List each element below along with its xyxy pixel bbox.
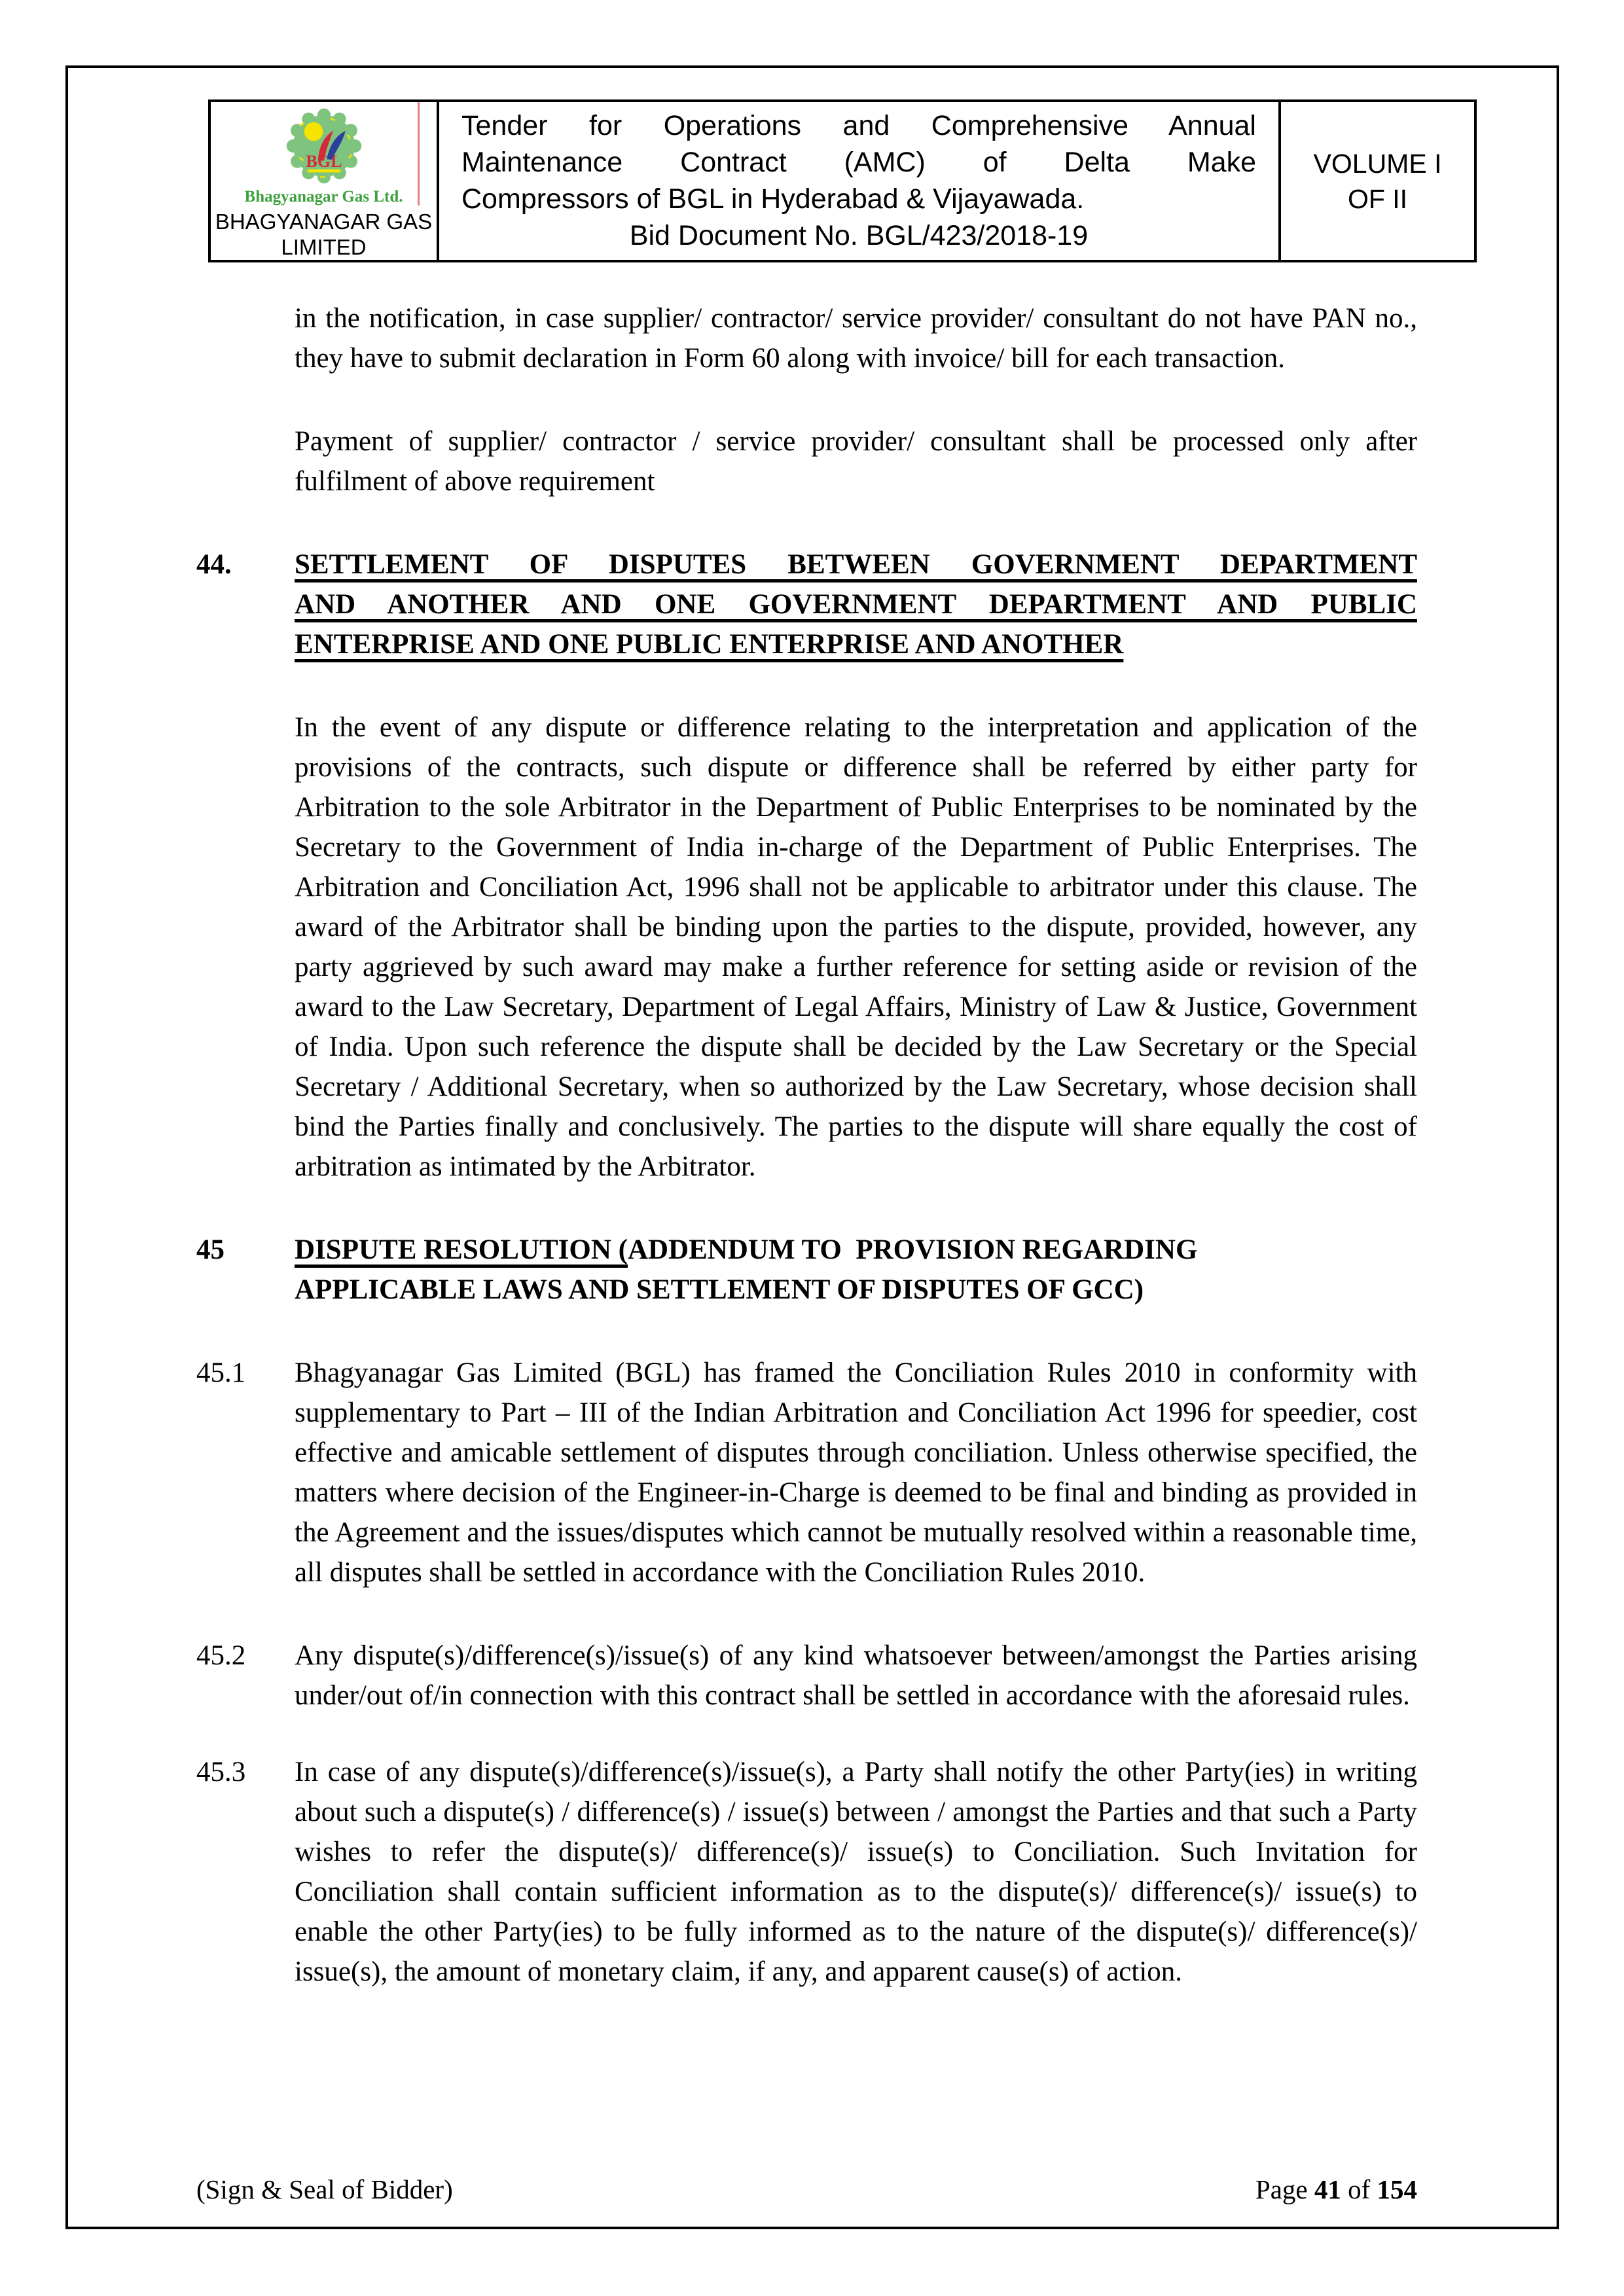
- logo-cell: [211, 102, 437, 260]
- heading-underlined-part: DISPUTE RESOLUTION (: [295, 1234, 628, 1265]
- logo-emblem-text: BGL: [305, 151, 342, 171]
- clause-number: 45.3: [196, 1757, 246, 1787]
- tender-title-line: Tender for Operations and Comprehensive Annual: [461, 110, 1256, 141]
- clause-45-3: [196, 1752, 1417, 1992]
- paragraph-text: Payment of supplier/ contractor / service provider/ consultant shall be processed only after fulfilment of above requirement: [295, 426, 1417, 497]
- page-total: 154: [1377, 2174, 1417, 2204]
- heading-line: SETTLEMENT OF DISPUTES BETWEEN GOVERNMENT DEPARTMENT: [295, 549, 1417, 580]
- page-indicator: [1255, 2174, 1417, 2204]
- volume-label: OF II: [1347, 183, 1408, 214]
- volume-cell: [1281, 102, 1474, 260]
- of-label: of: [1348, 2174, 1371, 2204]
- paragraph: [196, 422, 1417, 501]
- paragraph: [196, 298, 1417, 378]
- clause-number: 45.2: [196, 1640, 246, 1671]
- paragraph-text: In case of any dispute(s)/difference(s)/issue(s), a Party shall notify the other Party(ies) in writing about such a dispute(s) / difference(s) / issue(s) between / amongst the Parties and that such a Party wishes to refer the dispute(s)/ difference(s)/ issue(s) to Conciliation. Such Invitation for Conciliation shall contain sufficient information as to the dispute(s)/ difference(s)/ issue(s) to enable the other Party(ies) to be fully informed as to the nature of the dispute(s)/ difference(s)/ issue(s), the amount of monetary claim, if any, and apparent cause(s) of action.: [295, 1757, 1417, 1987]
- bid-document-number: Bid Document No. BGL/423/2018-19: [629, 220, 1089, 251]
- clause-45-1: [196, 1353, 1417, 1592]
- header-table: [208, 99, 1477, 262]
- heading-line: APPLICABLE LAWS AND SETTLEMENT OF DISPUTES OF GCC): [295, 1274, 1144, 1305]
- document-body: [68, 298, 1557, 1992]
- heading-line: ENTERPRISE AND ONE PUBLIC ENTERPRISE AND ANOTHER: [295, 629, 1124, 660]
- clause-number: 45.1: [196, 1357, 246, 1388]
- clause-number: 45: [196, 1234, 225, 1265]
- paragraph-text: In the event of any dispute or difference relating to the interpretation and application of the provisions of the contracts, such dispute or difference shall be referred by either party for Arbitration to the sole Arbitrator in the Department of Public Enterprises to be nominated by the Secretary to the Government of India in-charge of the Department of Public Enterprises. The Arbitration and Conciliation Act, 1996 shall not be applicable to arbitrator under this clause. The award of the Arbitrator shall be binding upon the parties to the dispute, provided, however, any party aggrieved by such award may make a further reference for setting aside or revision of the award to the Law Secretary, Department of Legal Affairs, Ministry of Law & Justice, Government of India. Upon such reference the dispute shall be decided by the Law Secretary or the Special Secretary / Additional Secretary, when so authorized by the Law Secretary, whose decision shall bind the Parties finally and conclusively. The parties to the dispute will share equally the cost of arbitration as intimated by the Arbitrator.: [295, 712, 1417, 1182]
- heading-line: ADDENDUM TO PROVISION REGARDING: [627, 1234, 1198, 1265]
- sign-seal-note: (Sign & Seal of Bidder): [196, 2174, 453, 2204]
- page-border: [65, 65, 1559, 2229]
- paragraph-text: Any dispute(s)/difference(s)/issue(s) of any kind whatsoever between/amongst the Parties arising under/out of/in connection with this contract shall be settled in accordance with the aforesaid rules.: [295, 1640, 1417, 1711]
- page-footer: [196, 2174, 1417, 2204]
- clause-number: 44.: [196, 549, 232, 580]
- page-number: 41: [1314, 2174, 1341, 2204]
- company-name: BHAGYANAGAR GAS LIMITED: [215, 209, 433, 259]
- page-label: Page: [1255, 2174, 1308, 2204]
- logo-caption: Bhagyanagar Gas Ltd.: [244, 188, 403, 206]
- section-heading-text: [295, 545, 1417, 664]
- section-heading-text: [295, 1230, 1417, 1310]
- volume-label: VOLUME I: [1313, 148, 1442, 179]
- clause-45-2: [196, 1636, 1417, 1715]
- tender-title-line: Compressors of BGL in Hyderabad & Vijayawada.: [461, 183, 1085, 215]
- tender-title-cell: [437, 102, 1281, 260]
- bgl-logo-icon: [254, 107, 394, 188]
- section-45-heading: [196, 1230, 1417, 1310]
- heading-line: AND ANOTHER AND ONE GOVERNMENT DEPARTMENT AND PUBLIC: [295, 589, 1417, 620]
- paragraph-text: in the notification, in case supplier/ contractor/ service provider/ consultant do not have PAN no., they have to submit declaration in Form 60 along with invoice/ bill for each transaction.: [295, 303, 1417, 374]
- paragraph-text: Bhagyanagar Gas Limited (BGL) has framed the Conciliation Rules 2010 in conformity with supplementary to Part – III of the Indian Arbitration and Conciliation Act 1996 for speedier, cost effective and amicable settlement of disputes through conciliation. Unless otherwise specified, the matters where decision of the Engineer-in-Charge is deemed to be final and binding as provided in the Agreement and the issues/disputes which cannot be mutually resolved within a reasonable time, all disputes shall be settled in accordance with the Conciliation Rules 2010.: [295, 1357, 1417, 1588]
- section-44-heading: [196, 545, 1417, 664]
- red-scan-line: [418, 102, 420, 206]
- section-44-body: [196, 708, 1417, 1187]
- tender-title-line: Maintenance Contract (AMC) of Delta Make: [461, 147, 1256, 178]
